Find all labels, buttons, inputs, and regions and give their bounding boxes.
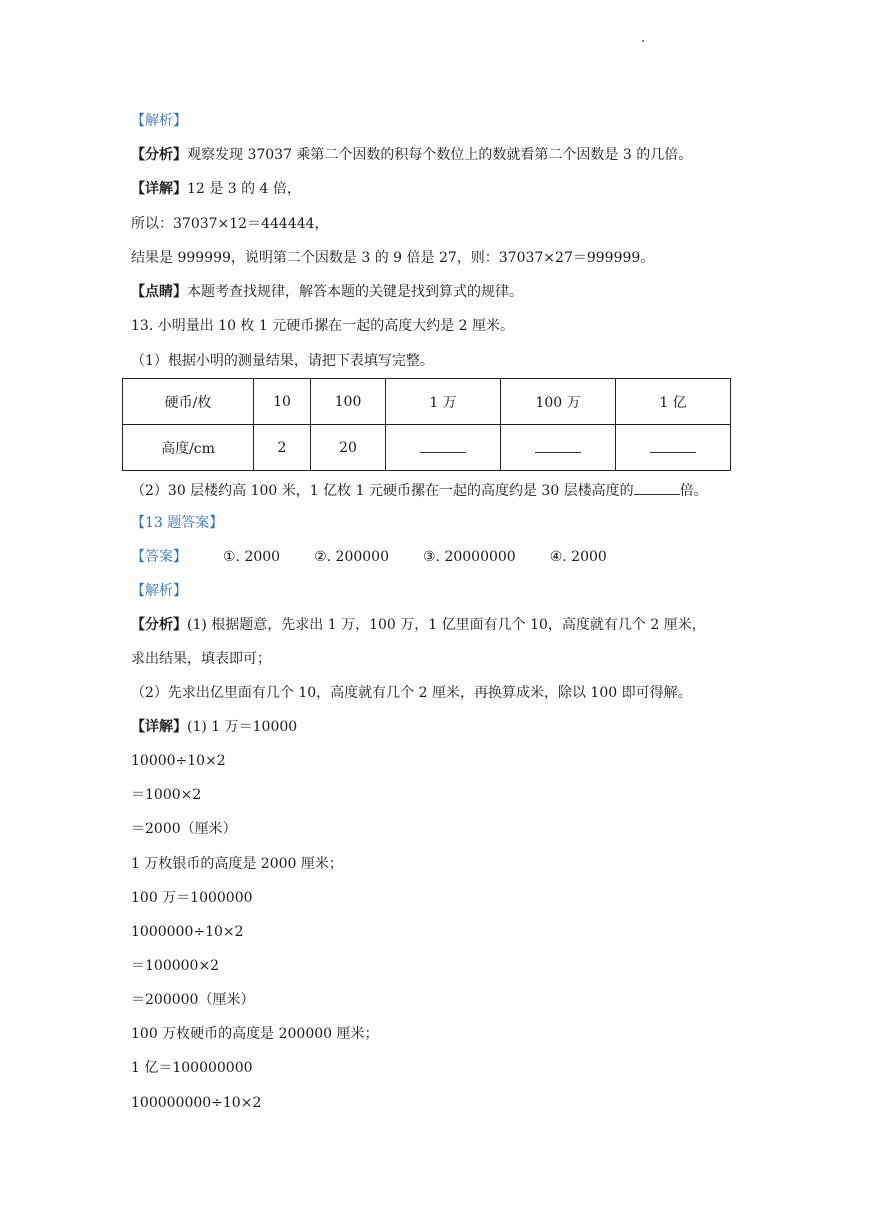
answer-item: ①. 2000 [223,549,281,565]
table-cell: 1 万 [386,379,501,425]
calc-step: 100 万＝1000000 [131,890,253,906]
calc-step: ＝100000×2 [131,958,220,974]
analysis-fenxi-tag: 【分析】 [131,617,187,633]
answer-blank-cell[interactable] [386,425,501,471]
answer-blank[interactable] [634,480,680,495]
fenxi-paragraph [131,146,692,164]
answer-item: ②. 200000 [314,549,389,565]
calc-step: 100000000÷10×2 [131,1095,262,1111]
answer-item: ④. 2000 [549,549,607,565]
answer-blank-cell[interactable] [501,425,616,471]
question-part2 [131,480,708,500]
analysis-fenxi-continued: 求出结果，填表即可； [131,651,271,667]
analysis-part2: （2）先求出亿里面有几个 10，高度就有几个 2 厘米，再换算成米，除以 100 即可得解。 [131,685,692,701]
calc-step: ＝1000×2 [131,787,202,803]
answer-blank[interactable] [420,438,466,453]
xiangjie-tag: 【详解】 [131,181,187,197]
analysis-fenxi-text: (1) 根据题意，先求出 1 万，100 万，1 亿里面有几个 10，高度就有几个 2 厘米， [187,617,706,633]
table-cell: 100 [311,379,386,425]
calc-step: ＝2000（厘米） [131,821,237,837]
calc-step: 100 万枚硬币的高度是 200000 厘米； [131,1026,379,1042]
table-row [123,379,731,425]
page-dot [642,40,644,42]
analysis-fenxi-paragraph [131,616,706,634]
calc-step: ＝200000（厘米） [131,992,255,1008]
answer-blank[interactable] [535,438,581,453]
answer-line [131,548,641,566]
table-row [123,425,731,471]
xiangjie-text: 12 是 3 的 4 倍， [187,181,301,197]
table-cell: 20 [311,425,386,471]
table-cell: 2 [254,425,311,471]
calc-step: 10000÷10×2 [131,753,226,769]
answer-item: ③. 20000000 [423,549,516,565]
calc-line: 所以：37037×12＝444444， [131,216,329,232]
coin-height-table [122,378,731,471]
analysis-jiexi-label: 【解析】 [131,583,187,599]
analysis-xiangjie-paragraph [131,718,297,736]
answer-tag: 【答案】 [131,549,187,565]
result-line: 结果是 999999，说明第二个因数是 3 的 9 倍是 27，则：37037×27＝999999。 [131,250,655,266]
table-cell: 1 亿 [616,379,731,425]
part2-text: （2）30 层楼约高 100 米，1 亿枚 1 元硬币摞在一起的高度约是 30 层楼高度的 [131,483,634,499]
answer-heading: 【13 题答案】 [131,515,224,531]
table-header-cell: 高度/cm [123,425,254,471]
calc-step: 1000000÷10×2 [131,924,244,940]
xiangjie-paragraph [131,180,301,198]
calc-step: 1 万枚银币的高度是 2000 厘米； [131,856,343,872]
question-part1: （1）根据小明的测量结果，请把下表填写完整。 [131,353,434,369]
table-cell: 10 [254,379,311,425]
answer-blank-cell[interactable] [616,425,731,471]
calc-step: 1 亿＝100000000 [131,1060,253,1076]
part2-suffix: 倍。 [679,483,708,499]
analysis-xiangjie-tag: 【详解】 [131,719,187,735]
table-cell: 100 万 [501,379,616,425]
jiexi-label: 【解析】 [131,113,187,129]
dianjing-text: 本题考查找规律，解答本题的关键是找到算式的规律。 [187,284,523,300]
dianjing-paragraph [131,283,523,301]
question-stem: 13. 小明量出 10 枚 1 元硬币摞在一起的高度大约是 2 厘米。 [131,318,515,334]
fenxi-text: 观察发现 37037 乘第二个因数的积每个数位上的数就看第二个因数是 3 的几倍。 [187,147,693,163]
table-header-cell: 硬币/枚 [123,379,254,425]
fenxi-tag: 【分析】 [131,147,187,163]
dianjing-tag: 【点睛】 [131,284,187,300]
answer-blank[interactable] [650,438,696,453]
analysis-xiangjie-text: (1) 1 万＝10000 [187,719,298,735]
